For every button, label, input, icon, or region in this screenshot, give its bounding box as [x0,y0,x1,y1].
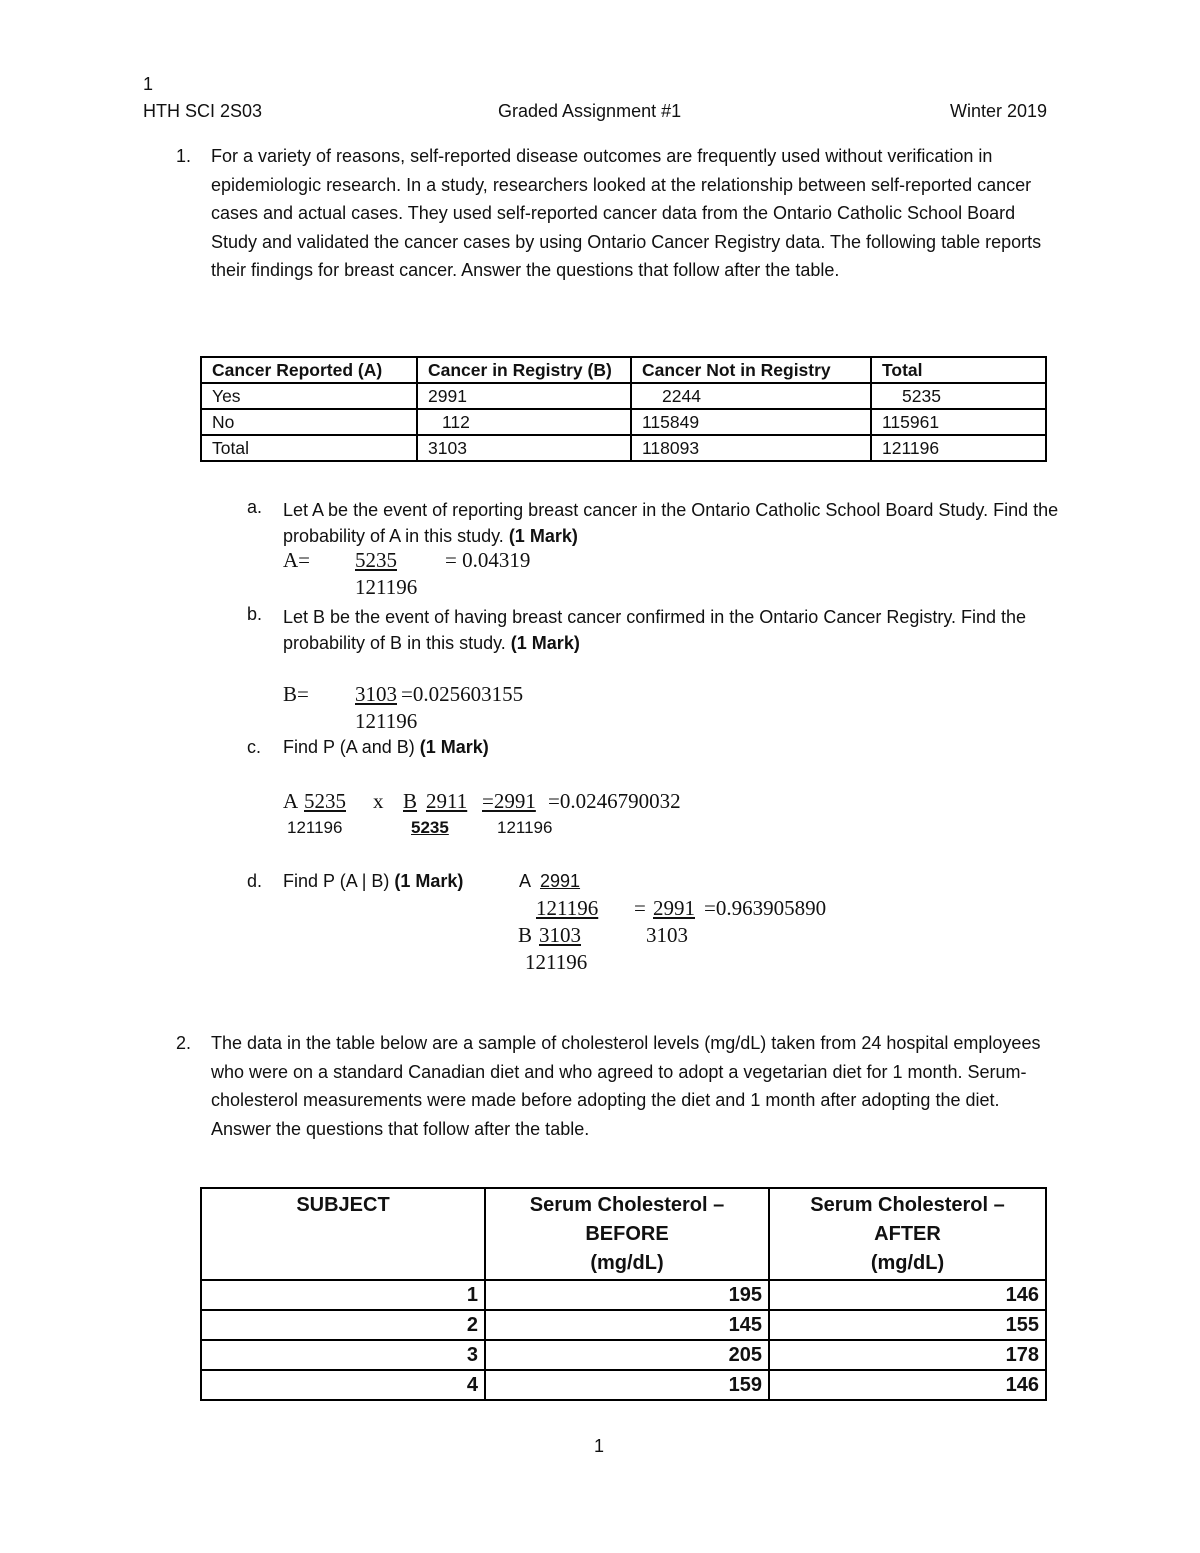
cell: Total [201,435,417,461]
cell: Yes [201,383,417,409]
table-row [201,1280,1046,1310]
qb-mark: (1 Mark) [510,633,580,653]
qa-label: a. [247,497,263,517]
qa-answer-result: = 0.04319 [445,548,531,572]
cell: 115961 [871,409,1046,435]
qb-text: Let B be the event of having breast cancer confirmed in the Ontario Cancer Registry. Find the probability of B in this study. [283,607,1027,653]
header-cell: Cancer Not in Registry [631,357,871,383]
qa-mark: (1 Mark) [508,526,578,546]
qd-result: =0.963905890 [704,896,827,920]
qd-a-denominator: 121196 [536,896,599,920]
table-row [201,1370,1046,1400]
cell: 2 [201,1310,485,1340]
qd-result-denominator: 3103 [646,923,688,947]
cell: 5235 [871,383,1046,409]
header-after-line3: (mg/dL) [870,1252,945,1274]
qc-den-a: 121196 [287,818,343,837]
cell: 159 [485,1370,769,1400]
qa-question [283,497,1073,549]
qd-b-denominator: 121196 [525,950,588,974]
header-after [769,1188,1046,1280]
cell: 195 [485,1280,769,1310]
qc-question [283,737,489,758]
cell: No [201,409,417,435]
header-after-line1: Serum Cholesterol – [810,1194,1005,1216]
term: Winter 2019 [950,101,1048,121]
header-cell: Cancer in Registry (B) [417,357,631,383]
qb-question [283,604,1073,656]
qc-b-label: B [403,789,418,813]
course-code: HTH SCI 2S03 [143,101,263,121]
qc-result: =0.0246790032 [548,789,681,813]
cell: 178 [769,1340,1046,1370]
cell: 112 [417,409,631,435]
qd-result-numerator: 2991 [653,896,695,920]
table-row [201,383,1046,409]
qd-label: d. [247,871,263,891]
cell: 121196 [871,435,1046,461]
q1-text: For a variety of reasons, self-reported disease outcomes are frequently used without verification in epidemiologic research. In a study, researchers looked at the relationship between self-reported cancer cases and actual cases. They used self-reported cancer data from the Ontario Catholic School Board Study and validated the cancer cases by using Ontario Cancer Registry data. The following table reports their findings for breast cancer. Answer the questions that follow after the table. [211,146,1042,281]
qb-answer-prefix: B= [283,682,309,706]
table-header-row [201,357,1046,383]
breast-cancer-table [200,356,1047,462]
cell: 115849 [631,409,871,435]
qd-text: Find P (A | B) [283,871,390,891]
qc-mark: (1 Mark) [419,737,489,757]
qd-equals: = [634,896,646,920]
cell: 3103 [417,435,631,461]
qc-text: Find P (A and B) [283,737,415,757]
footer-page-number: 1 [594,1436,605,1456]
qc-den-c: 121196 [497,818,553,837]
qb-answer-denominator: 121196 [355,709,418,733]
cell: 2244 [631,383,871,409]
header-before [485,1188,769,1280]
qc-b-numerator: 2911 [426,789,468,813]
q2-text: The data in the table below are a sample of cholesterol levels (mg/dL) taken from 24 hospital employees who were on a standard Canadian diet and who agreed to adopt a vegetarian diet for 1 month. Serum-cholesterol measurements were made before adopting the diet and 1 month after adopting the diet. Answer the questions that follow after the table. [211,1033,1041,1139]
header-cell: Total [871,357,1046,383]
header-before-line1: Serum Cholesterol – [529,1194,725,1216]
table-header-row [201,1188,1046,1280]
qb-answer-result: =0.025603155 [401,682,524,706]
cholesterol-table [200,1187,1047,1401]
qc-a-numerator: 5235 [304,789,346,813]
qa-answer-denominator: 121196 [355,575,418,599]
header-cell: Cancer Reported (A) [201,357,417,383]
qa-answer-prefix: A= [283,548,311,572]
cell: 145 [485,1310,769,1340]
qc-times: x [373,789,384,813]
assignment-title: Graded Assignment #1 [498,101,682,121]
cell: 205 [485,1340,769,1370]
cell: 146 [769,1280,1046,1310]
qd-a-label: A [519,871,532,891]
table-row [201,435,1046,461]
qd-mark: (1 Mark) [394,871,464,891]
qc-den-b: 5235 [411,818,449,837]
qd-b-label: B [518,923,533,947]
cell: 4 [201,1370,485,1400]
header-subject: SUBJECT [201,1188,485,1280]
header-after-line2: AFTER [874,1223,941,1245]
table-row [201,1340,1046,1370]
cell: 2991 [417,383,631,409]
header-before-line2: BEFORE [585,1223,669,1245]
q1-number: 1. [176,146,192,166]
q2-number: 2. [176,1033,192,1053]
qd-b-numerator: 3103 [539,923,581,947]
cell: 146 [769,1370,1046,1400]
header-before-line3: (mg/dL) [590,1252,664,1274]
cell: 155 [769,1310,1046,1340]
cell: 3 [201,1340,485,1370]
qd-question [283,871,463,892]
qc-label: c. [247,737,262,757]
cell: 1 [201,1280,485,1310]
qc-eq-numerator: =2991 [482,789,536,813]
qc-a-label: A [283,789,299,813]
qd-a-numerator: 2991 [540,871,581,891]
qb-answer-numerator: 3103 [355,682,397,706]
cell: 118093 [631,435,871,461]
qa-text: Let A be the event of reporting breast cancer in the Ontario Catholic School Board Study. Find the probability of A in this study. [283,500,1059,546]
table-row [201,1310,1046,1340]
qa-answer-numerator: 5235 [355,548,397,572]
top-page-number: 1 [143,74,154,94]
qb-label: b. [247,604,263,624]
table-row [201,409,1046,435]
